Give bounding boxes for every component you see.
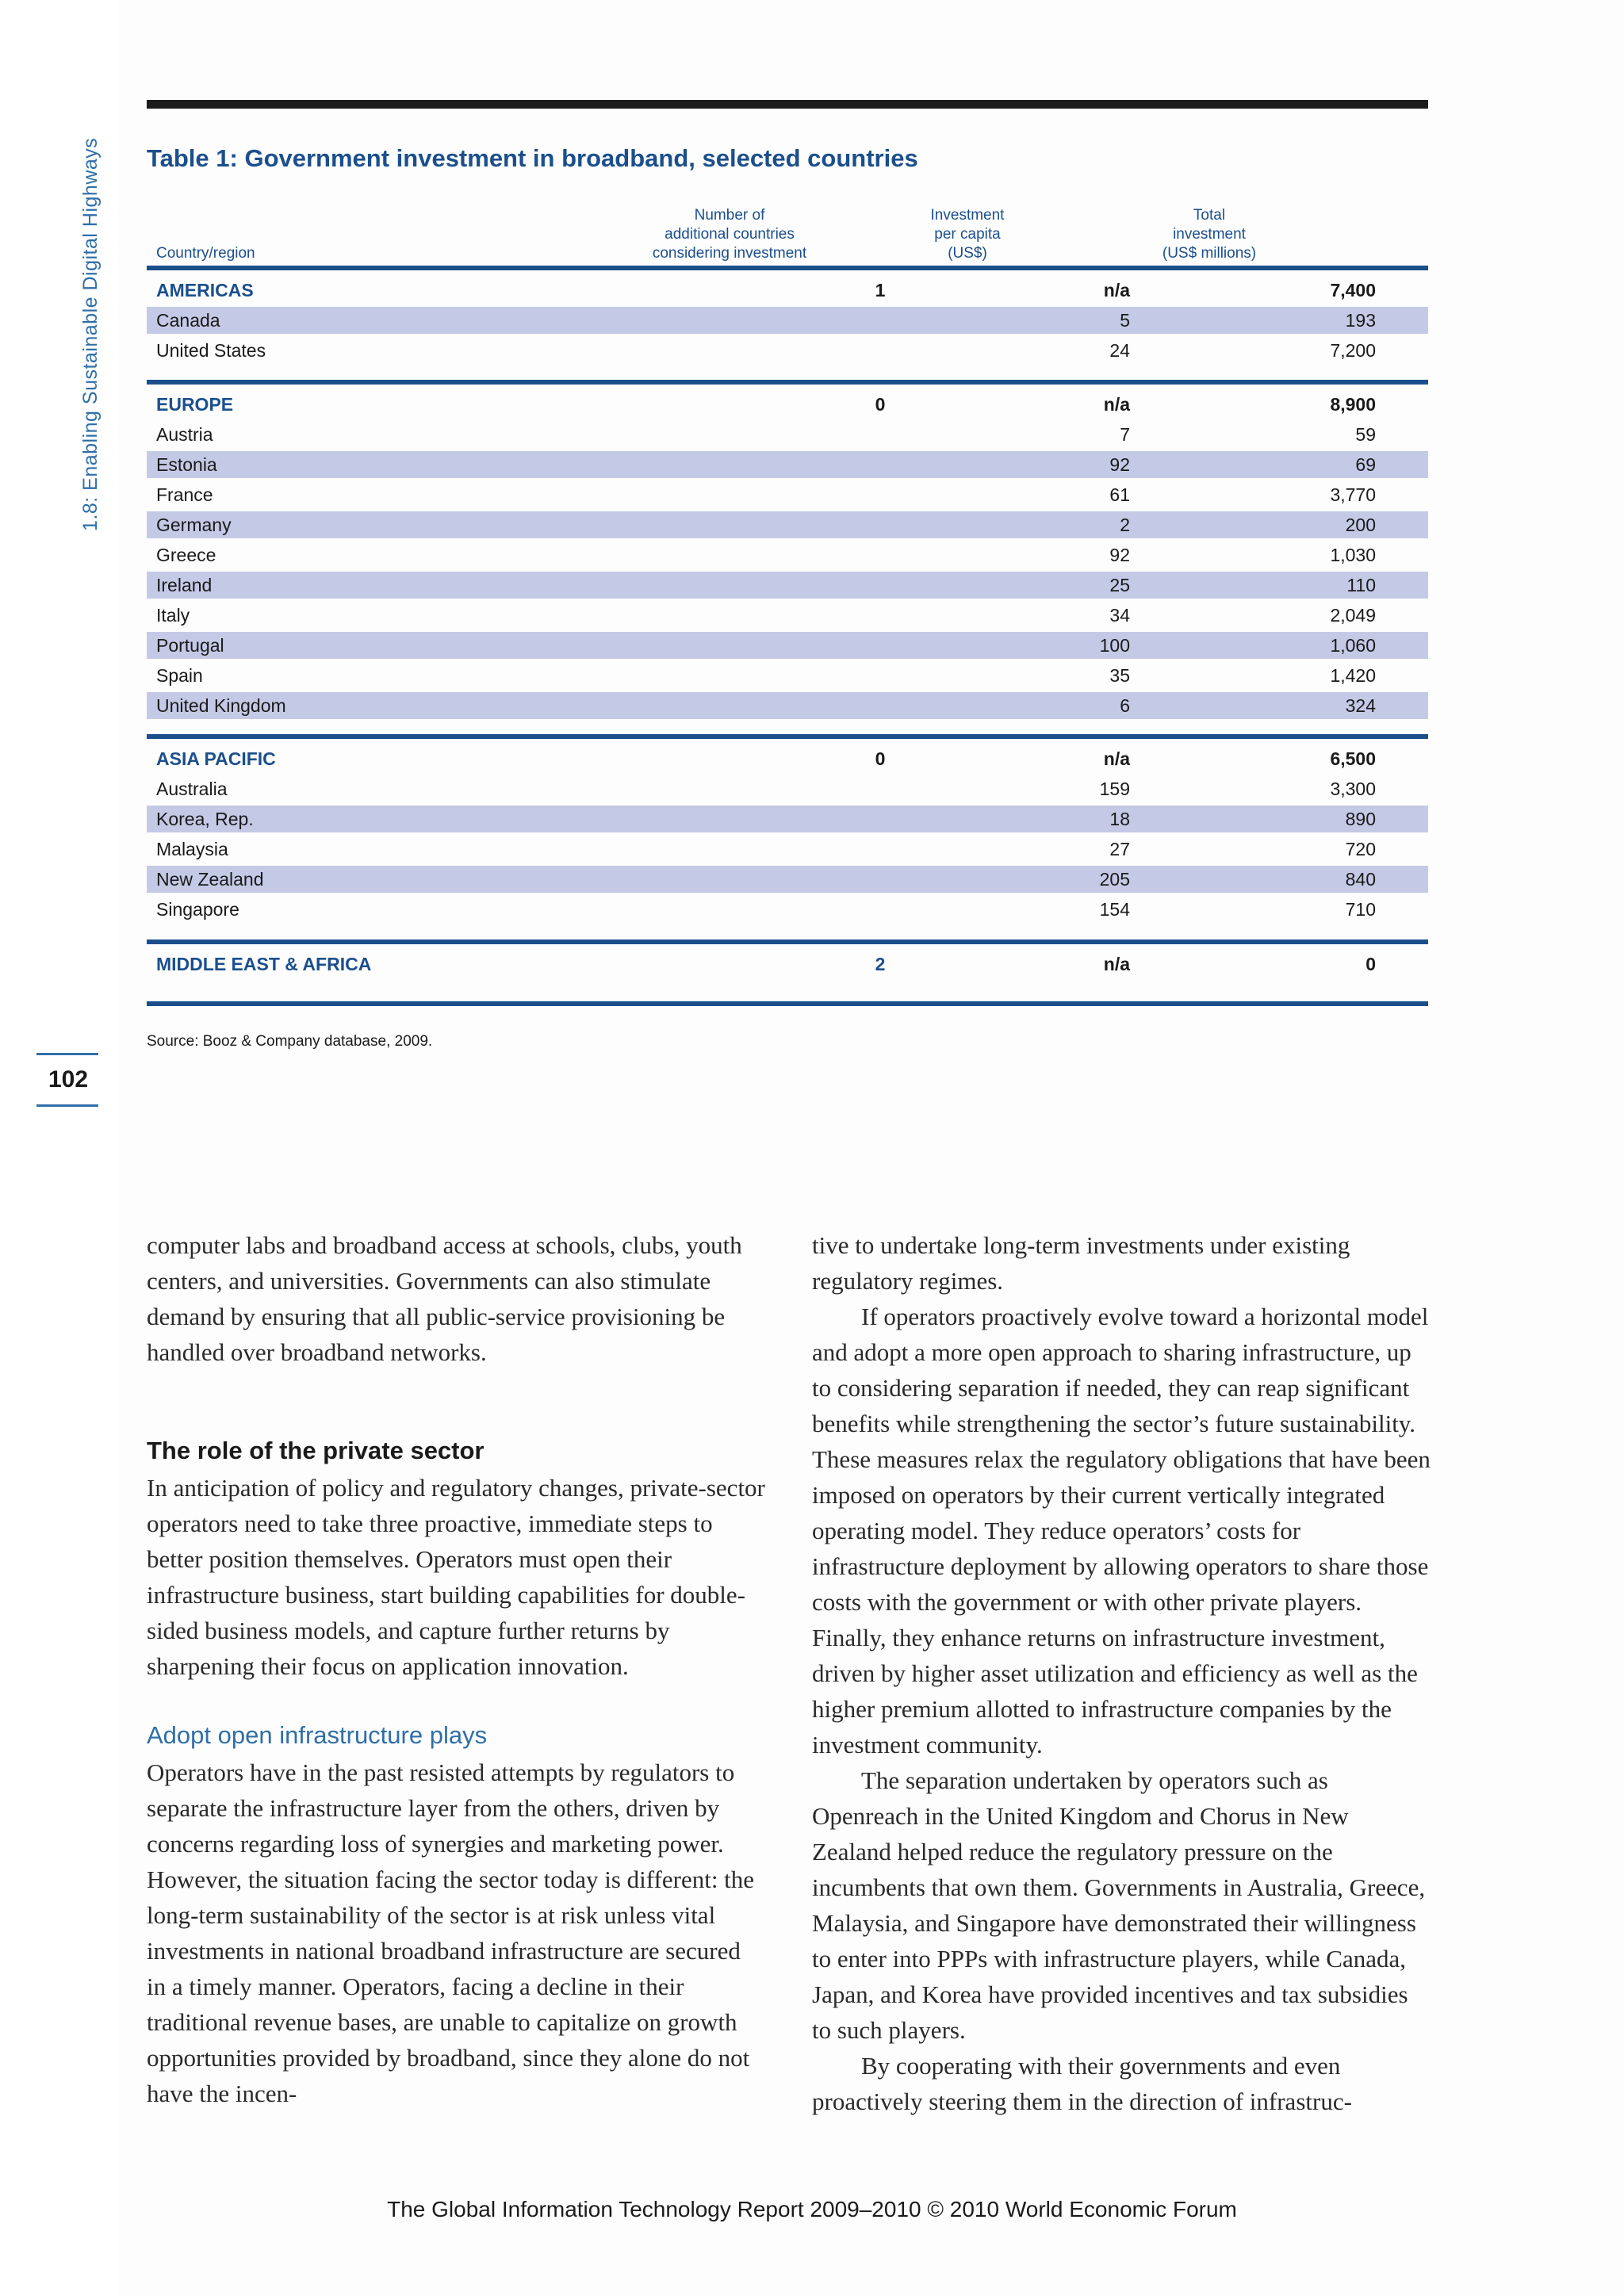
cell-per-capita: 7: [1120, 424, 1130, 445]
section-running-head: 1.8: Enabling Sustainable Digital Highways: [79, 137, 102, 531]
cell-country: Italy: [156, 605, 190, 626]
right-column: [812, 1227, 1431, 2119]
body-paragraph: computer labs and broadband access at schools, clubs, youth centers, and universities. Governments can also stimulate demand by ensuring that all public-service provisioning be handled over broadband networks.: [147, 1231, 742, 1366]
cell-per-capita: 159: [1099, 779, 1130, 799]
cell-total: 1,420: [1330, 665, 1376, 686]
body-paragraph: In anticipation of policy and regulatory changes, private-sector operators need to take three proactive, immediate steps to better position themselves. Operators must open their infrastructure business, start building capabilities for double-sided business models, and capture further returns by sharpening their focus on application innovation.: [147, 1474, 765, 1680]
cell-total: 890: [1345, 809, 1376, 829]
header-per-capita: [880, 206, 1055, 263]
cell-additional: 2: [875, 954, 886, 974]
cell-per-capita: n/a: [1103, 280, 1130, 300]
cell-country: Ireland: [156, 575, 213, 595]
page-number-rule-bottom: [36, 1104, 98, 1107]
cell-total: 2,049: [1330, 605, 1376, 626]
cell-total: 0: [1365, 954, 1376, 974]
header-total-investment: [1114, 206, 1304, 263]
cell-country: Spain: [156, 665, 203, 686]
cell-per-capita: 5: [1120, 310, 1130, 331]
cell-country: France: [156, 484, 213, 505]
cell-country: Portugal: [156, 635, 224, 656]
cell-country: Canada: [156, 310, 220, 331]
cell-total: 59: [1355, 424, 1376, 445]
table-top-bar: [147, 100, 1428, 109]
header-additional-line1: Number of: [694, 207, 765, 224]
cell-per-capita: 27: [1109, 839, 1130, 859]
table-row: [147, 836, 1428, 863]
cell-per-capita: 34: [1109, 605, 1130, 626]
header-total-line1: Total: [1193, 207, 1226, 224]
cell-per-capita: 6: [1120, 695, 1130, 716]
header-additional-line3: considering investment: [652, 245, 807, 262]
cell-per-capita: 154: [1099, 899, 1130, 920]
cell-total: 3,770: [1330, 484, 1376, 505]
header-per-capita-line1: Investment: [930, 207, 1005, 224]
cell-additional: 1: [875, 280, 886, 300]
cell-country: Germany: [156, 515, 232, 535]
page-number: 102: [48, 1066, 89, 1093]
cell-total: 324: [1345, 695, 1376, 716]
body-paragraph: Operators have in the past resisted attempts by regulators to separate the infrastructure layer from the others, driven by concerns regarding loss of synergies and marketing power. However, the situation facing the sector today is different: the long-term sustainability of the sector is at risk unless vital investments in national broadband infrastructure are secured in a timely manner. Operators, facing a decline in their traditional revenue bases, are unable to capitalize on growth opportunities provided by broadband, since they alone do not have the incen-: [147, 1758, 755, 2107]
table-row: [147, 572, 1428, 599]
section-heading: The role of the private sector: [147, 1437, 485, 1464]
cell-per-capita: n/a: [1103, 748, 1130, 769]
region-name: MIDDLE EAST & AFRICA: [156, 954, 372, 974]
cell-per-capita: 61: [1109, 484, 1130, 505]
region-name: AMERICAS: [156, 280, 254, 300]
cell-per-capita: n/a: [1103, 954, 1130, 974]
cell-total: 200: [1345, 515, 1376, 535]
table-source-note: Source: Booz & Company database, 2009.: [147, 1033, 433, 1050]
table-row-region: [147, 951, 1428, 978]
table-row: [147, 662, 1428, 689]
table-row: [147, 451, 1428, 478]
cell-country: Malaysia: [156, 839, 228, 859]
cell-total: 110: [1346, 575, 1376, 595]
cell-total: 840: [1345, 869, 1376, 890]
body-paragraph: By cooperating with their governments and even proactively steering them in the direction of infrastruc-: [812, 2052, 1352, 2115]
table-row-region: [147, 391, 1428, 418]
cell-per-capita: 205: [1099, 869, 1130, 890]
cell-total: 3,300: [1330, 779, 1376, 799]
table-rule: [147, 734, 1428, 739]
cell-total: 7,200: [1330, 340, 1376, 361]
header-per-capita-line2: per capita: [934, 226, 1001, 243]
cell-per-capita: 92: [1109, 454, 1130, 475]
cell-total: 1,060: [1330, 635, 1376, 656]
cell-total: 710: [1345, 899, 1376, 920]
table-row: [147, 632, 1428, 659]
cell-per-capita: 100: [1099, 635, 1130, 656]
table-row-region: [147, 745, 1428, 772]
cell-per-capita: 35: [1109, 665, 1130, 686]
table-row: [147, 866, 1428, 893]
header-additional-countries: [619, 206, 841, 263]
cell-total: 7,400: [1330, 280, 1376, 300]
left-column-intro: [147, 1227, 781, 1370]
region-name: ASIA PACIFIC: [156, 748, 276, 769]
cell-additional: 0: [875, 394, 886, 415]
table-row: [147, 307, 1428, 334]
header-country: Country/region: [156, 245, 255, 262]
body-paragraph: If operators proactively evolve toward a horizontal model and adopt a more open approach to sharing infrastructure, up to considering separation if needed, they can reap significant benefits while strengthening the sector’s future sustainability. These measures relax the regulatory obligations that have been imposed on operators by their current vertically integrated operating model. They reduce operators’ costs for infrastructure deployment by allowing operators to share those costs with the government or with other private players. Finally, they enhance returns on infrastructure investment, driven by higher asset utilization and efficiency as well as the higher premium allotted to infrastructure companies by the investment community.: [812, 1303, 1431, 1758]
header-additional-line2: additional countries: [665, 226, 795, 243]
body-paragraph: The separation undertaken by operators such as Openreach in the United Kingdom and Chorus in New Zealand helped reduce the regulatory pressure on the incumbents that own them. Governments in Australia, Greece, Malaysia, and Singapore have demonstrated their willingness to enter into PPPs with infrastructure players, while Canada, Japan, and Korea have provided incentives and tax subsidies to such players.: [812, 1766, 1426, 2044]
cell-country: Australia: [156, 779, 228, 799]
cell-country: New Zealand: [156, 869, 264, 890]
cell-per-capita: 92: [1109, 545, 1130, 565]
table-row: [147, 337, 1428, 364]
cell-total: 1,030: [1330, 545, 1376, 565]
cell-country: Korea, Rep.: [156, 809, 254, 829]
cell-country: Singapore: [156, 899, 239, 920]
page-number-rule-top: [36, 1053, 98, 1055]
cell-country: Estonia: [156, 454, 217, 475]
left-column-private-sector: [147, 1470, 765, 1684]
cell-per-capita: 18: [1109, 809, 1130, 829]
table-row: [147, 775, 1428, 802]
subsection-heading: Adopt open infrastructure plays: [147, 1721, 488, 1749]
header-total-line2: investment: [1173, 226, 1246, 243]
table-row: [147, 421, 1428, 448]
cell-per-capita: 2: [1120, 515, 1130, 535]
table-row: [147, 692, 1428, 719]
table-row: [147, 602, 1428, 629]
body-paragraph: tive to undertake long-term investments under existing regulatory regimes.: [812, 1231, 1350, 1295]
table-row-region: [147, 277, 1428, 304]
table-row: [147, 481, 1428, 508]
cell-per-capita: 25: [1109, 575, 1130, 595]
table-rule: [147, 266, 1428, 270]
cell-per-capita: n/a: [1103, 394, 1130, 415]
table-row: [147, 896, 1428, 923]
table-row: [147, 511, 1428, 538]
cell-total: 69: [1355, 454, 1376, 475]
cell-country: United Kingdom: [156, 695, 286, 716]
page-footer: The Global Information Technology Report 2009–2010 © 2010 World Economic Forum: [387, 2197, 1237, 2221]
header-per-capita-line3: (US$): [948, 245, 987, 262]
left-column-open-infrastructure: [147, 1755, 765, 2111]
cell-total: 720: [1345, 839, 1376, 859]
cell-country: Greece: [156, 545, 216, 565]
table-rule: [147, 380, 1428, 385]
table-title: Table 1: Government investment in broadband, selected countries: [147, 144, 918, 172]
cell-total: 193: [1345, 310, 1376, 331]
table-row: [147, 806, 1428, 832]
cell-additional: 0: [875, 748, 886, 769]
region-name: EUROPE: [156, 394, 234, 415]
table-row: [147, 541, 1428, 568]
table-rule: [147, 939, 1428, 944]
cell-country: Austria: [156, 424, 213, 445]
cell-per-capita: 24: [1109, 340, 1130, 361]
header-total-line3: (US$ millions): [1162, 245, 1257, 262]
cell-total: 6,500: [1330, 748, 1376, 769]
cell-country: United States: [156, 340, 266, 361]
table-bottom-rule: [147, 1001, 1428, 1006]
cell-total: 8,900: [1330, 394, 1376, 415]
